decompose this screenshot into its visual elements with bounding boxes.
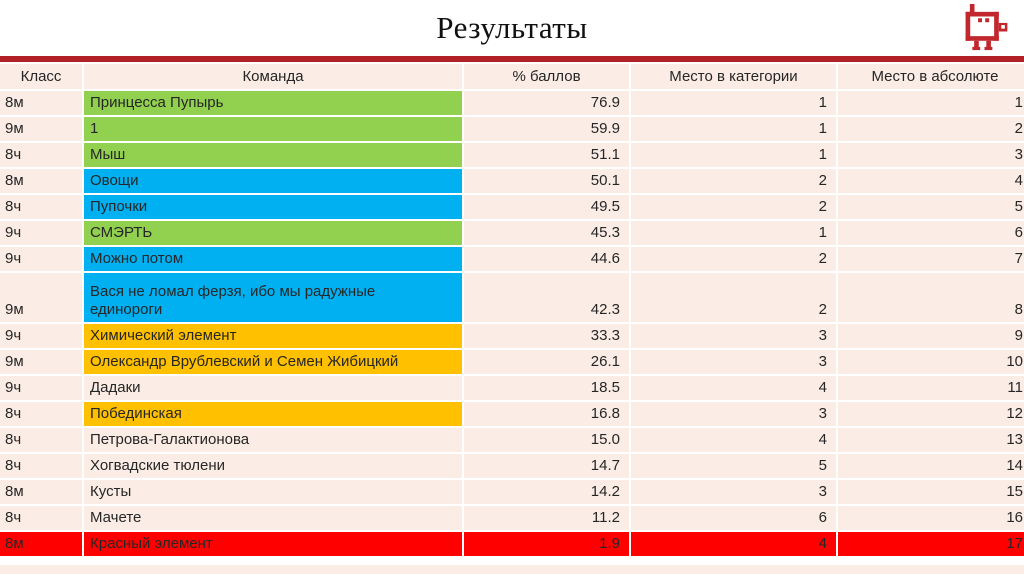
score-cell: 44.6 <box>464 247 629 271</box>
team-name: Мыш <box>90 146 126 164</box>
category-place-cell: 1 <box>631 221 836 245</box>
category-place-cell: 2 <box>631 247 836 271</box>
category-place-cell: 2 <box>631 169 836 193</box>
class-cell: 8м <box>0 91 82 115</box>
score-cell: 26.1 <box>464 350 629 374</box>
col-header-class: Класс <box>0 64 82 89</box>
category-place-cell: 2 <box>631 195 836 219</box>
col-header-score: % баллов <box>464 64 629 89</box>
table-row <box>0 376 1024 400</box>
category-place-cell: 5 <box>631 454 836 478</box>
table-row <box>0 506 1024 530</box>
table-row <box>0 454 1024 478</box>
category-place-cell: 1 <box>631 117 836 141</box>
table-row <box>0 480 1024 504</box>
category-place-cell: 2 <box>631 273 836 322</box>
category-place-cell: 6 <box>631 506 836 530</box>
score-cell: 76.9 <box>464 91 629 115</box>
col-header-team: Команда <box>84 64 462 89</box>
absolute-place-cell: 10 <box>838 350 1024 374</box>
category-place-cell: 4 <box>631 428 836 452</box>
absolute-place-cell: 6 <box>838 221 1024 245</box>
class-cell: 8ч <box>0 454 82 478</box>
pixel-robot-icon <box>962 4 1012 54</box>
team-cell <box>84 350 462 374</box>
table-row <box>0 350 1024 374</box>
team-cell <box>84 324 462 348</box>
team-cell <box>84 376 462 400</box>
score-cell: 51.1 <box>464 143 629 167</box>
table-row <box>0 532 1024 556</box>
team-name: Пупочки <box>90 198 148 216</box>
team-cell <box>84 532 462 556</box>
class-cell: 9м <box>0 117 82 141</box>
team-name: Вася не ломал ферзя, ибо мы радужные единороги <box>90 282 376 319</box>
score-cell: 59.9 <box>464 117 629 141</box>
class-cell: 9ч <box>0 247 82 271</box>
absolute-place-cell: 9 <box>838 324 1024 348</box>
absolute-place-cell: 3 <box>838 143 1024 167</box>
team-cell <box>84 273 462 322</box>
table-row <box>0 221 1024 245</box>
absolute-place-cell: 7 <box>838 247 1024 271</box>
category-place-cell: 3 <box>631 324 836 348</box>
class-cell: 8ч <box>0 195 82 219</box>
header-row <box>0 64 1024 89</box>
results-table <box>0 62 1024 558</box>
absolute-place-cell: 12 <box>838 402 1024 426</box>
team-cell <box>84 506 462 530</box>
absolute-place-cell: 8 <box>838 273 1024 322</box>
absolute-place-cell: 16 <box>838 506 1024 530</box>
team-cell <box>84 195 462 219</box>
team-name: Петрова-Галактионова <box>90 431 250 449</box>
team-name: Принцесса Пупырь <box>90 94 224 112</box>
class-cell: 8ч <box>0 506 82 530</box>
score-cell: 18.5 <box>464 376 629 400</box>
table-row <box>0 91 1024 115</box>
team-cell <box>84 91 462 115</box>
category-place-cell: 4 <box>631 532 836 556</box>
class-cell: 8м <box>0 532 82 556</box>
absolute-place-cell: 15 <box>838 480 1024 504</box>
team-name: СМЭРТЬ <box>90 224 153 242</box>
class-cell: 8м <box>0 169 82 193</box>
score-cell: 49.5 <box>464 195 629 219</box>
absolute-place-cell: 13 <box>838 428 1024 452</box>
table-row <box>0 247 1024 271</box>
score-cell: 33.3 <box>464 324 629 348</box>
class-cell: 8ч <box>0 402 82 426</box>
team-name: Дадаки <box>90 379 141 397</box>
class-cell: 9ч <box>0 376 82 400</box>
absolute-place-cell: 11 <box>838 376 1024 400</box>
col-header-absolute-place: Место в абсолюте <box>838 64 1024 89</box>
slide-header <box>0 0 1024 56</box>
class-cell: 8ч <box>0 143 82 167</box>
class-cell: 8м <box>0 480 82 504</box>
team-name: Можно потом <box>90 250 184 268</box>
table-row <box>0 273 1024 322</box>
footer-strip <box>0 565 1024 574</box>
team-cell <box>84 454 462 478</box>
class-cell: 8ч <box>0 428 82 452</box>
team-cell <box>84 480 462 504</box>
score-cell: 15.0 <box>464 428 629 452</box>
team-name: Мачете <box>90 509 142 527</box>
class-cell: 9м <box>0 273 82 322</box>
class-cell: 9ч <box>0 221 82 245</box>
score-cell: 14.7 <box>464 454 629 478</box>
team-name: Кусты <box>90 483 132 501</box>
team-cell <box>84 247 462 271</box>
score-cell: 42.3 <box>464 273 629 322</box>
team-cell <box>84 169 462 193</box>
absolute-place-cell: 1 <box>838 91 1024 115</box>
category-place-cell: 3 <box>631 402 836 426</box>
team-name: Олександр Врублевский и Семен Жибицкий <box>90 353 399 371</box>
score-cell: 50.1 <box>464 169 629 193</box>
category-place-cell: 4 <box>631 376 836 400</box>
score-cell: 14.2 <box>464 480 629 504</box>
team-cell <box>84 117 462 141</box>
team-cell <box>84 402 462 426</box>
class-cell: 9ч <box>0 324 82 348</box>
category-place-cell: 3 <box>631 480 836 504</box>
team-name: Хогвадские тюлени <box>90 457 226 475</box>
table-row <box>0 324 1024 348</box>
table-row <box>0 143 1024 167</box>
col-header-category-place: Место в категории <box>631 64 836 89</box>
results-table-header <box>0 64 1024 89</box>
score-cell: 11.2 <box>464 506 629 530</box>
table-row <box>0 402 1024 426</box>
category-place-cell: 1 <box>631 143 836 167</box>
team-cell <box>84 428 462 452</box>
table-row <box>0 195 1024 219</box>
table-row <box>0 428 1024 452</box>
score-cell: 16.8 <box>464 402 629 426</box>
class-cell: 9м <box>0 350 82 374</box>
absolute-place-cell: 2 <box>838 117 1024 141</box>
table-row <box>0 169 1024 193</box>
team-name: Овощи <box>90 172 139 190</box>
absolute-place-cell: 17 <box>838 532 1024 556</box>
team-name: Химический элемент <box>90 327 237 345</box>
page-title: Результаты <box>436 10 588 45</box>
absolute-place-cell: 4 <box>838 169 1024 193</box>
category-place-cell: 3 <box>631 350 836 374</box>
team-cell <box>84 143 462 167</box>
score-cell: 1.9 <box>464 532 629 556</box>
team-cell <box>84 221 462 245</box>
team-name: Красный элемент <box>90 535 213 553</box>
category-place-cell: 1 <box>631 91 836 115</box>
team-name: 1 <box>90 120 99 138</box>
absolute-place-cell: 5 <box>838 195 1024 219</box>
table-row <box>0 117 1024 141</box>
results-tbody <box>0 91 1024 556</box>
score-cell: 45.3 <box>464 221 629 245</box>
absolute-place-cell: 14 <box>838 454 1024 478</box>
team-name: Побединская <box>90 405 182 423</box>
